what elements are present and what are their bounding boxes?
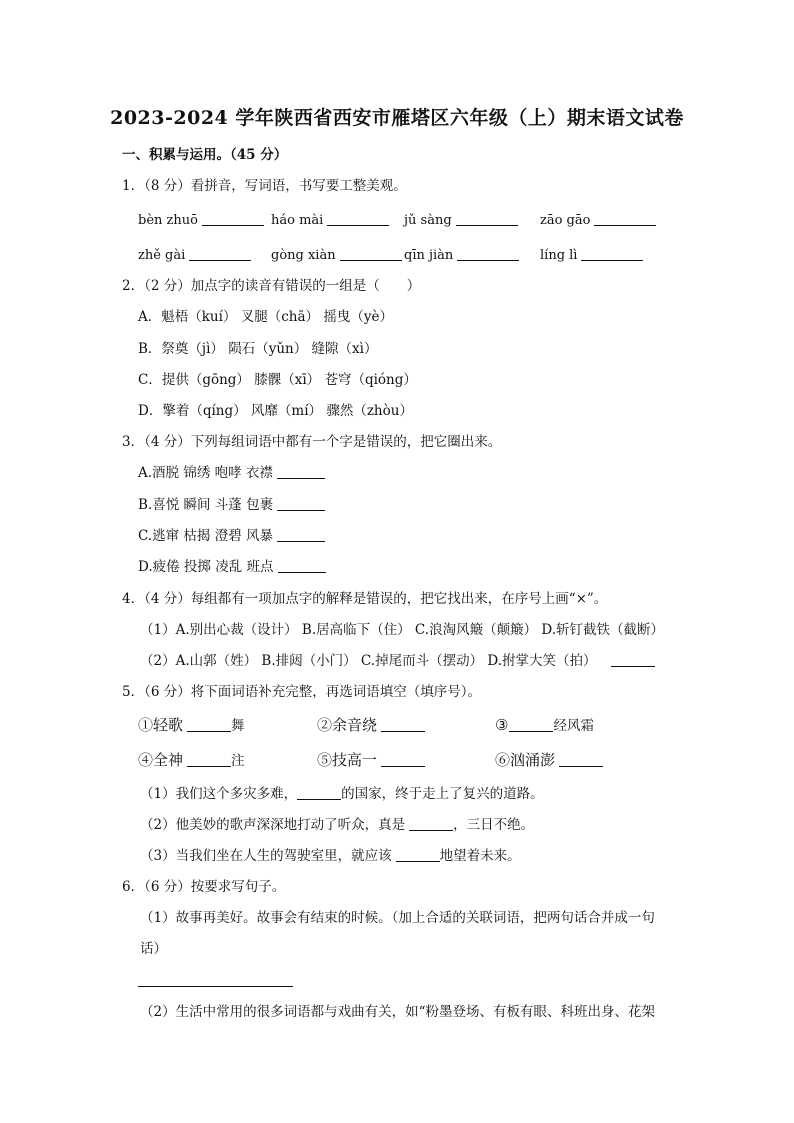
q6-part-1-line-2: 话） bbox=[140, 941, 167, 957]
q5-item-1: ①轻歌 舞 bbox=[138, 716, 245, 734]
q6-part-1-line-1: （1）故事再美好。故事会有结束的时候。（加上合适的关联词语，把两句话合并成一句 bbox=[140, 910, 655, 926]
q2-option-b: B．祭奠（jì） 陨石（yǔn） 缝隙（xì） bbox=[138, 341, 378, 357]
answer-blank[interactable] bbox=[327, 211, 389, 226]
q1-stem: 1．（8 分）看拼音，写词语，书写要工整美观。 bbox=[122, 178, 407, 194]
section-heading: 一、积累与运用。（45 分） bbox=[122, 147, 288, 163]
q2-option-a: A．魁梧（kuí） 叉腿（chā） 摇曳（yè） bbox=[138, 309, 393, 325]
q6-part-2: （2）生活中常用的很多词语都与戏曲有关，如“粉墨登场、有板有眼、科班出身、花架 bbox=[140, 1004, 655, 1020]
q5-stem: 5．（6 分）将下面词语补充完整，再选词语填空（填序号）。 bbox=[122, 684, 481, 700]
q3-option-b: B.喜悦 瞬间 斗蓬 包裹 bbox=[138, 495, 325, 515]
q4-row-2: （2）A.山郭（姓） B.排闼（小门） C.掉尾而斗（摆动） D.拊掌大笑（拍） bbox=[140, 651, 655, 671]
pinyin-item: bèn zhuō bbox=[138, 211, 264, 228]
answer-blank[interactable] bbox=[509, 717, 553, 732]
q5-item-4: ④全神 注 bbox=[138, 751, 245, 769]
answer-blank[interactable] bbox=[457, 246, 519, 261]
answer-line[interactable] bbox=[138, 986, 293, 987]
pinyin-item: líng lì bbox=[540, 246, 643, 263]
answer-blank[interactable] bbox=[396, 847, 440, 862]
q3-stem: 3．（4 分）下列每组词语中都有一个字是错误的，把它圈出来。 bbox=[122, 434, 502, 450]
answer-blank[interactable] bbox=[581, 246, 643, 261]
answer-blank[interactable] bbox=[409, 816, 453, 831]
q3-option-d: D.疲倦 投掷 凌乱 班点 bbox=[138, 557, 326, 577]
pinyin-item: háo mài bbox=[271, 211, 389, 228]
q6-stem: 6．（6 分）按要求写句子。 bbox=[122, 879, 286, 895]
q5-item-5: ⑤技高一 bbox=[317, 750, 425, 771]
answer-blank[interactable] bbox=[278, 558, 326, 573]
answer-blank[interactable] bbox=[187, 717, 231, 732]
q5-item-3: ③ 经风霜 bbox=[495, 716, 594, 734]
answer-blank[interactable] bbox=[277, 496, 325, 511]
q2-option-d: D．擎着（qíng） 风靡（mí） 骤然（zhòu） bbox=[138, 403, 413, 419]
answer-blank[interactable] bbox=[611, 652, 655, 667]
pinyin-item: jǔ sàng bbox=[404, 211, 518, 228]
pinyin-item: gòng xiàn bbox=[271, 246, 402, 263]
answer-blank[interactable] bbox=[202, 211, 264, 226]
q5-item-2: ②余音绕 bbox=[317, 715, 425, 736]
answer-blank[interactable] bbox=[187, 752, 231, 767]
q5-item-6: ⑥汹涌澎 bbox=[495, 750, 603, 771]
q2-option-c: C．提供（gōng） 膝髁（xī） 苍穹（qióng） bbox=[138, 372, 417, 388]
answer-blank[interactable] bbox=[340, 246, 402, 261]
pinyin-item: zāo gāo bbox=[540, 211, 656, 228]
answer-blank[interactable] bbox=[456, 211, 518, 226]
q5-sentence-1: （1）我们这个多灾多难， 的国家，终于走上了复兴的道路。 bbox=[140, 786, 544, 802]
pinyin-item: zhě gài bbox=[138, 246, 251, 263]
q4-row-1: （1）A.别出心裁（设计） B.居高临下（住） C.浪淘风簸（颠簸） D.斩钉截铁（截断） bbox=[140, 622, 664, 638]
q5-sentence-3: （3）当我们坐在人生的驾驶室里，就应该 地望着未来。 bbox=[140, 848, 521, 864]
answer-blank[interactable] bbox=[594, 211, 656, 226]
q2-stem: 2．（2 分）加点字的读音有错误的一组是（ ） bbox=[122, 278, 421, 294]
q4-stem: 4．（4 分）每组都有一项加点字的解释是错误的，把它找出来，在序号上画“×”。 bbox=[122, 591, 608, 607]
page-title: 2023-2024 学年陕西省西安市雁塔区六年级（上）期末语文试卷 bbox=[110, 107, 684, 129]
q3-option-c: C.逃窜 枯揭 澄碧 风暴 bbox=[138, 526, 325, 546]
answer-blank[interactable] bbox=[277, 464, 325, 479]
answer-blank[interactable] bbox=[277, 527, 325, 542]
answer-blank[interactable] bbox=[381, 752, 425, 767]
answer-blank[interactable] bbox=[297, 785, 341, 800]
pinyin-item: qīn jiàn bbox=[404, 246, 519, 263]
answer-blank[interactable] bbox=[189, 246, 251, 261]
q3-option-a: A.酒脱 锦绣 咆哮 衣襟 bbox=[138, 463, 325, 483]
q5-sentence-2: （2）他美妙的歌声深深地打动了听众，真是 ，三日不绝。 bbox=[140, 817, 535, 833]
answer-blank[interactable] bbox=[559, 752, 603, 767]
answer-blank[interactable] bbox=[381, 717, 425, 732]
